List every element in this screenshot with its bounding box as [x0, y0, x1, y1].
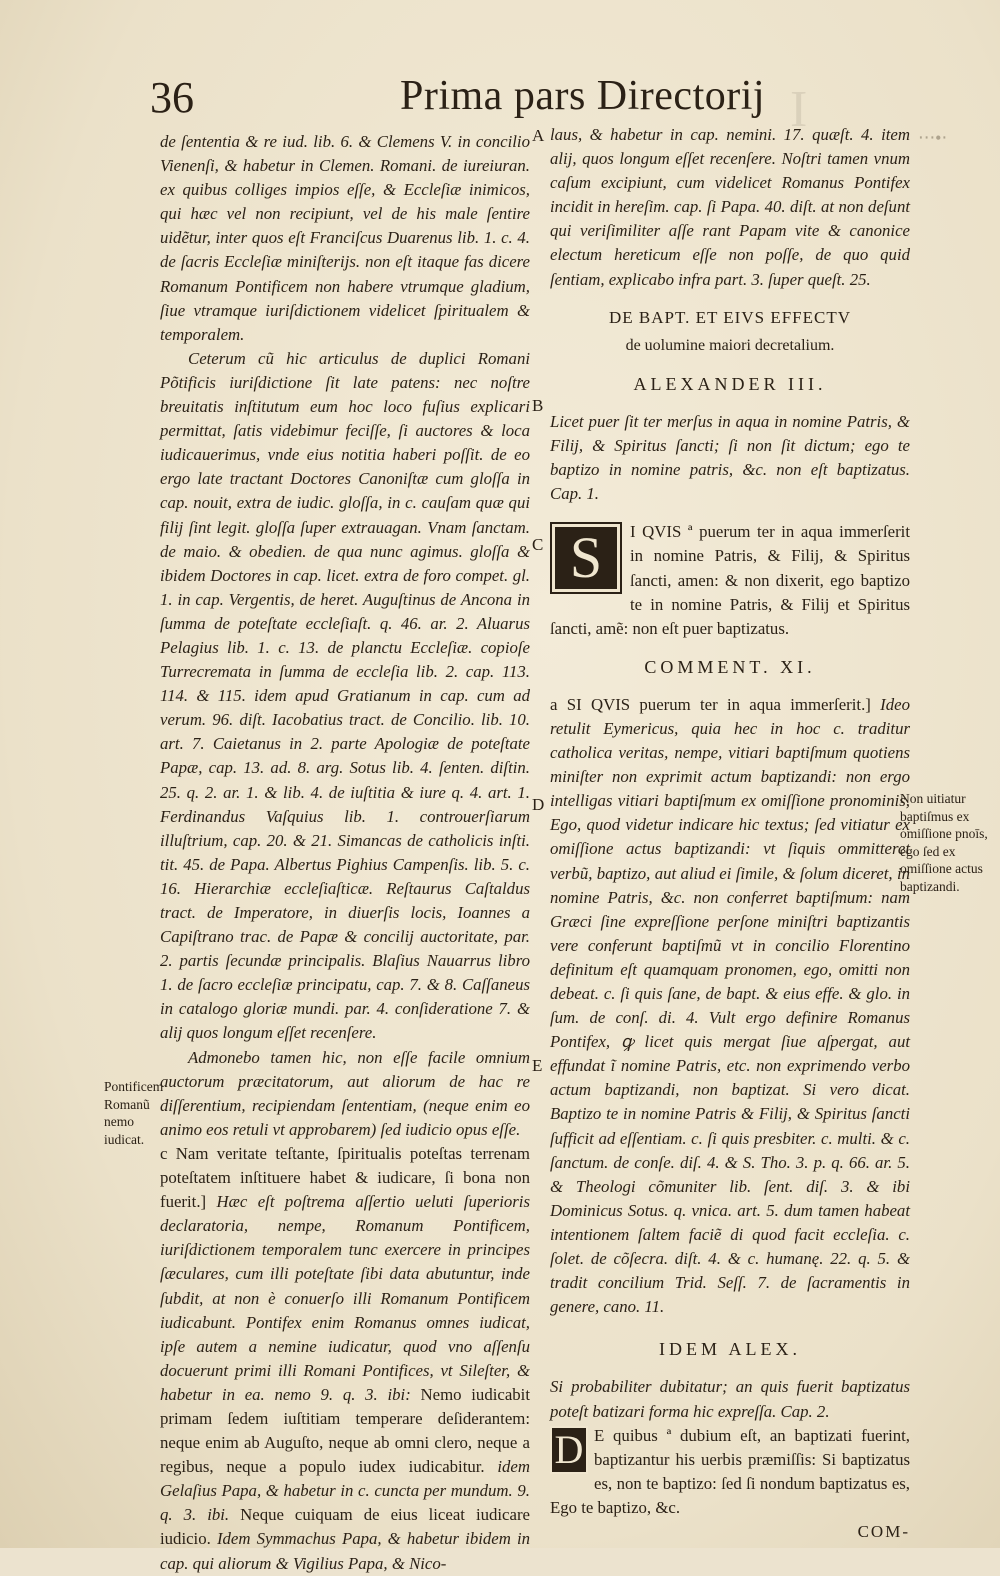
- quoted-text-3: Neque cuiquam de eius liceat iudicare iudicio.: [160, 1505, 530, 1549]
- margin-letter-b: B: [532, 396, 544, 415]
- margin-letter-a: A: [532, 126, 545, 145]
- canon-2-text: E quibus ª dubium eſt, an baptizati fuerint, baptizantur his uerbis præmiſſis: Si baptizatus es, non te baptizo: ſed ſi nondum baptizatus es, Ego te baptizo, &c.: [550, 1425, 910, 1517]
- commentary-text-3: Idem Symmachus Papa, & habetur ibidem in cap. qui aliorum & Vigilius Papa, & Nico-: [160, 1529, 531, 1573]
- right-paragraph-1: laus, & habetur in cap. nemini. 17. quæſt. 4. item alij, quos longum eſſet recenſere. Noſtri tamen vnum caſum excipiunt, cum videlicet Romanus Pontifex incidit in hereſim. cap. ſi Papa. 40. diſt. at non deſunt qui veriſimiliter aſſe rant Papam vite & canonice electum hereticum eſſe non poſſe, de quo quid ſentiam, explicabo infra part. 3. ſuper queſt. 25.: [550, 125, 910, 289]
- canon-2: [550, 1424, 910, 1520]
- comment-body: Ideo retulit Eymericus, quia hec in hoc c. traditur catholica veritas, nempe, vitiari baptiſmum quotiens miniſter non exprimit actum baptizandi: non ergo intelligas vitiari baptiſmum ex omiſſione pronominis, Ego, quod videtur indicare hic textus; ſed vitiatur ex omiſſione actus baptizandi: vt ſiquis ommitteret verbũ, baptizo, aut aliud ei ſimile, & ſolum diceret, in nomine Patris, &c. non conferret baptiſmum: nam Græci ſine expreſſione perſone miniſtri baptizantis vere conferunt baptiſmũ vt in concilio Florentino definitum eſt quamquam pronomen, ego, omitti non debeat. c. ſi quis ſane, de bapt. & eius effe. & glo. in ſum. de conſ. di. 4. Vult ergo definire Romanus Pontifex, ꝙ licet quis mergat ſiue aſpergat, aut effundat ĩ nomine Patris, etc. non exprimendo verbo actum baptizandi, non baptizat. Si vero dicat. Baptizo te in nomine Patris & Filij, & Spiritus ſancti ſufficit ad eſſentiam. c. ſi quis presbiter. c. multi. & c. ſanctum. de conſe. diſ. 4. & S. Tho. 3. p. q. 66. ar. 5. & Theologi cõmuniter lib. ſent. diſ. 3. & ibi Dominicus Sotus. q. vnica. art. 5. dum tamen habeat intentionem ſaltem faciẽ di quod facit eccleſia. c. ſolet. de cõſecra. diſt. 4. & c. humanę. 22. q. 5. & tradit concilium Trid. Seſſ. 7. de ſacramentis in genere, cano. 11.: [550, 694, 910, 1317]
- folio-number: 36: [150, 73, 194, 122]
- note-letter-c: c: [160, 1143, 168, 1163]
- margin-letter-d: D: [532, 795, 545, 814]
- left-paragraph-1: de ſententia & re iud. lib. 6. & Clemens V. in concilio Vienenſi, & habetur in Clemen. Romani. de iureiuran. ex quibus colliges impios eſſe, & Eccleſiæ inimicos, qui hæc vel non recipiunt, vel de his male ſentire uidẽtur, inter quos eſt Franciſcus Duarenus lib. 1. c. 4. de ſacris Eccleſiæ miniſterijs. non eſt itaque fas dicere Romanum Pontificem non habere vtrumque gladium, ſiue vtramque iuriſdictionem videlicet ſpiritualem & temporalem.: [160, 132, 530, 344]
- right-column: [550, 123, 910, 1544]
- canon-1-text: I QVIS ª puerum ter in aqua immerſerit in nomine Patris, & Filij, & Spiritus ſancti, amen: & non dixerit, ego baptizo te in nomine Patris, & Filij et Spiritus ſancti, amẽ: non eſt puer baptizatus.: [550, 522, 910, 638]
- left-paragraph-4: [160, 1142, 530, 1576]
- left-paragraph-2: Ceterum cũ hic articulus de duplici Romani Põtificis iuriſdictione ſit late patens: nec noſtre breuitatis inſtitutum eum hoc loco fuſius explicari permittat, ſatis videbimur feciſſe, ſi auctores & loca iudicauerimus, vnde eius notitia haberi poſſit. de eo ergo late tractant Doctores Canoniſtæ cum gloſſa in cap. nouit, extra de iudic. gloſſa, in c. cauſam quæ qui filij ſint legit. gloſſa ſuper extrauagan. Vnam ſanctam. de maio. & obedien. de qua nunc agimus. gloſſa & ibidem Doctores in cap. licet. extra de foro compet. gl. 1. in cap. Vergentis, de heret. Auguſtinus de Ancona in ſumma de poteſtate eccleſiaſt. q. 46. ar. 2. Aluarus Pelagius lib. 1. c. 13. de planctu Eccleſiæ. copioſe Turrecremata in ſumma de eccleſia lib. 2. cap. 113. 114. & 115. idem apud Gratianum in cap. cum ad verum. 96. diſt. Iacobatius tract. de Concilio. lib. 10. art. 7. Caietanus in 2. parte Apologiæ de poteſtate Papæ, cap. 13. ad. 8. arg. Sotus lib. 4. ſenten. diſtin. 25. q. 2. ar. 1. & lib. 4. de iuſtitia & iure q. 4. art. 1. Ferdinandus Vaſquius lib. 1. controuerſiarum illuſtrium, cap. 20. & 21. Simancas de catholicis inſti. tit. 45. de Papa. Albertus Pighius Campenſis. lib. 5. c. 16. Hierarchiæ eccleſiaſticæ. Reſtaurus Caſtaldus tract. de Imperatore, in diuerſis locis, Ioannes a Capiſtrano trac. de Papæ & concilij auctoritate, par. 2. partis ſecundæ principalis. Blaſius Nauarrus libro 1. de ſacro eccleſiæ principatu, cap. 7. & 8. Caſſaneus in catalogo gloriæ mundi. par. 4. conſideratione 7. & alij quos longum eſſet recenſere.: [160, 348, 530, 1043]
- quoted-text: Nam veritate teſtante, ſpiritualis poteſtas terrenam poteſtatem inſtituere habet & iudicare, ſi bona non fuerit.]: [160, 1143, 530, 1212]
- comment-heading: COMMENT. XI.: [644, 656, 816, 677]
- margin-letter-e: E: [532, 1056, 543, 1075]
- running-title: Prima pars Directorij: [400, 73, 766, 119]
- bleed-through-dots: ‧‧‧•‧: [918, 128, 948, 148]
- commentary-text: Hæc eſt poſtrema aſſertio ueluti ſuperioris declaratoria, nempe, Romanum Pontificem, iuriſdictionem temporalem tunc exercere in principes ſæculares, cum illi poteſtate ſibi data abutuntur, inde ſubdit, at non è conuerſo illi Romanum Pontificem iudicabunt. Pontifex enim Romanus omnes iudicat, ipſe autem a nemine iudicatur, quod vno aſſenſu docuerunt primi illi Romani Pontifices, vt Sileſter, & habetur in ea. nemo 9. q. 3. ibi:: [160, 1192, 530, 1404]
- chapter-heading-idem: IDEM ALEX.: [659, 1339, 801, 1360]
- chapter-heading-alexander: ALEXANDER III.: [633, 373, 827, 394]
- commentary-text-2: idem Gelaſius Papa, & habetur in c. cuncta per mundum. 9. q. 3. ibi.: [160, 1457, 530, 1525]
- left-margin-note: Pontificem Romanũ nemo iudicat.: [104, 1079, 164, 1147]
- quoted-text-2: Nemo iudicabit primam ſedem iuſtitiam temperare deſiderantem: neque enim ab Auguſto, neque ab omni clero, neque a regibus, neque a populo iudex iudicabitur.: [160, 1384, 530, 1477]
- section-subheading: de uolumine maiori decretalium.: [625, 336, 835, 354]
- bleed-through-text: I: [790, 81, 810, 138]
- left-column: [160, 130, 530, 1576]
- note-letter-a: a: [550, 694, 558, 714]
- decorated-initial-s: S: [550, 522, 622, 594]
- decorated-initial-d: D: [550, 1426, 588, 1474]
- left-paragraph-3: Admonebo tamen hic, non eſſe facile omnium auctorum præcitatorum, aut aliorum de hac re diſſerentium, recipiendam ſententiam, (neque enim eo animo eos retuli vt approbarem) ſed iudicio opus eſſe.: [160, 1047, 530, 1139]
- canon-1: [550, 520, 910, 640]
- comment-lemma: SI QVIS puerum ter in aqua immerſerit.]: [566, 694, 871, 714]
- rubric-1: Licet puer ſit ter merſus in aqua in nomine Patris, & Filij, & Spiritus ſancti; ſi non ſit dictum; ego te baptizo in nomine patris, &c. non eſt baptizatus. Cap. 1.: [550, 411, 910, 504]
- rubric-2: Si probabiliter dubitatur; an quis fuerit baptizatus poteſt batizari forma hic expreſſa. Cap. 2.: [550, 1377, 910, 1421]
- comment-paragraph: [550, 693, 910, 1319]
- right-margin-note: Non uitiatur baptiſmus ex omiſſione pnoīs, ego ſed ex omiſſione actus baptizandi.: [900, 791, 988, 894]
- section-heading: DE BAPT. ET EIVS EFFECTV: [608, 307, 852, 327]
- catchword: COM-: [857, 1521, 910, 1541]
- margin-letter-c: C: [532, 535, 544, 554]
